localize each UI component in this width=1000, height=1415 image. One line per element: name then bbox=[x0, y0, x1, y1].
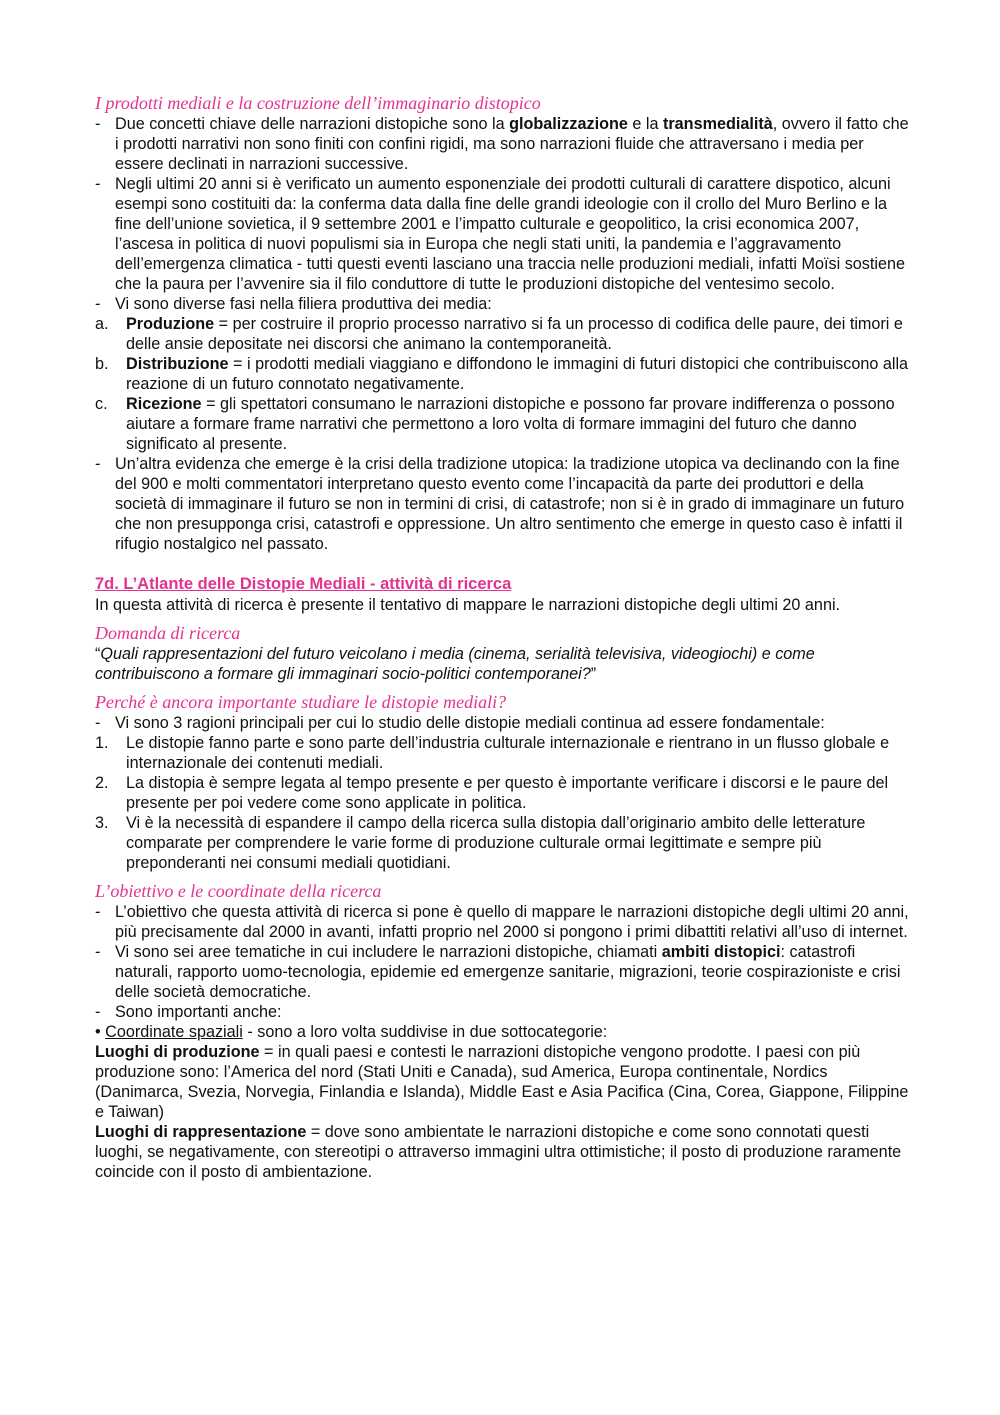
question-text: Quali rappresentazioni del futuro veicolano i media (cinema, serialità televisiva, videogiochi) e come contribuiscono a formare gli immaginari socio-politici contemporanei? bbox=[95, 645, 815, 683]
section-heading-atlante: 7d. L’Atlante delle Distopie Mediali - attività di ricerca bbox=[95, 575, 512, 593]
document-page bbox=[95, 93, 910, 1182]
definition-representation-places bbox=[95, 1122, 910, 1182]
bold-term: transmedialità bbox=[662, 115, 773, 133]
number-marker: 2. bbox=[95, 774, 109, 792]
text-run: Un’altra evidenza che emerge è la crisi della tradizione utopica: la tradizione utopica va declinando con la fine del 900 e molti commentatori interpretano questo evento come l’incapacità da parte dei produttori e della società di immaginare il futuro se non in termini di crisi, di catastrofe; non si è in grado di immaginare un futuro che non presupponga crisi, catastrofi e oppressione. Un altro sentimento che emerge in questo caso è infatti il rifugio nostalgico nel passato. bbox=[115, 455, 905, 553]
list-item bbox=[95, 454, 910, 554]
text-run: La distopia è sempre legata al tempo presente e per questo è importante verificare i discorsi e le paure del presente per poi vedere come sono applicate in politica. bbox=[126, 774, 889, 812]
dash-marker: - bbox=[95, 455, 101, 473]
dash-marker: - bbox=[95, 115, 101, 133]
research-question bbox=[95, 644, 910, 684]
dash-marker: - bbox=[95, 903, 101, 921]
list-item bbox=[95, 902, 910, 942]
section-heading-obiettivo: L’obiettivo e le coordinate della ricerca bbox=[95, 881, 382, 901]
dash-marker: - bbox=[95, 714, 101, 732]
bold-term: Ricezione bbox=[126, 395, 202, 413]
text-run: - sono a loro volta suddivise in due sottocategorie: bbox=[242, 1023, 608, 1041]
text-run: Le distopie fanno parte e sono parte dell’industria culturale internazionale e rientrano in un flusso globale e internazionale dei contenuti mediali. bbox=[126, 734, 890, 772]
phase-item-distribution bbox=[95, 354, 910, 394]
letter-marker: c. bbox=[95, 395, 108, 413]
list-item bbox=[95, 174, 910, 294]
section-heading-prodotti-mediali: I prodotti mediali e la costruzione dell’immaginario distopico bbox=[95, 93, 541, 113]
number-marker: 3. bbox=[95, 814, 109, 832]
bold-term: Luoghi di rappresentazione bbox=[95, 1123, 307, 1141]
number-marker: 1. bbox=[95, 734, 109, 752]
reason-item bbox=[95, 773, 910, 813]
text-run: e la bbox=[627, 115, 663, 133]
phase-item-reception bbox=[95, 394, 910, 454]
bold-term: ambiti distopici bbox=[661, 943, 781, 961]
phase-item-production bbox=[95, 314, 910, 354]
letter-marker: b. bbox=[95, 355, 109, 373]
text-run: = dove sono ambientate le narrazioni distopiche e come sono connotati questi luoghi, se negativamente, con stereotipi o attraverso immagini ultra ottimistiche; il posto di produzione raramente coincide con il posto di ambientazione. bbox=[95, 1123, 902, 1181]
bullet-line bbox=[95, 1022, 910, 1042]
text-run: Due concetti chiave delle narrazioni distopiche sono la bbox=[115, 115, 510, 133]
list-item bbox=[95, 114, 910, 174]
close-quote: ” bbox=[590, 665, 597, 683]
letter-marker: a. bbox=[95, 315, 109, 333]
text-run: Vi sono 3 ragioni principali per cui lo studio delle distopie mediali continua ad essere fondamentale: bbox=[115, 714, 825, 732]
reason-item bbox=[95, 813, 910, 873]
text-run: = per costruire il proprio processo narrativo si fa un processo di codifica delle paure, dei timori e delle ansie depositate nei discorsi che animano la contemporaneità. bbox=[126, 315, 903, 353]
dash-marker: - bbox=[95, 1003, 101, 1021]
text-run: , ovvero il fatto che i prodotti narrativi non sono finiti con confini rigidi, ma sono narrazioni fluide che attraversano i media per essere declinati in narrazioni successive. bbox=[115, 115, 909, 173]
text-run: Vi è la necessità di espandere il campo della ricerca sulla distopia dall’originario ambito delle letterature comparate per comprendere le varie forme di produzione culturale ormai legittimate e sempre più preponderanti nei consumi mediali quotidiani. bbox=[126, 814, 866, 872]
section-heading-domanda: Domanda di ricerca bbox=[95, 623, 241, 643]
dash-marker: - bbox=[95, 295, 101, 313]
text-run: Negli ultimi 20 anni si è verificato un aumento esponenziale dei prodotti culturali di carattere dispotico, alcuni esempi sono costituiti da: la conferma data dalla fine delle grandi ideologie con il crollo del Muro Berlino e la fine dell’unione sovietica, il 9 settembre 2001 e l’impatto culturale e geopolitico, la crisi economica 2007, l’ascesa in politica di nuovi populismi sia in Europa che negli stati uniti, la pandemia e l’aggravamento dell’emergenza climatica - tutti questi eventi lasciano una traccia nelle produzioni mediali, infatti Moïsi sostiene che la paura per l’avvenire sia il filo conduttore di tutte le produzioni distopiche del ventesimo secolo. bbox=[115, 175, 905, 293]
list-item bbox=[95, 942, 910, 1002]
list-item bbox=[95, 294, 910, 314]
bold-term: globalizzazione bbox=[509, 115, 628, 133]
reason-item bbox=[95, 733, 910, 773]
text-run: L’obiettivo che questa attività di ricerca si pone è quello di mappare le narrazioni distopiche degli ultimi 20 anni, più precisamente dal 2000 in avanti, infatti proprio nel 2000 si pongono i primi dibattiti relativi all’uso di internet. bbox=[115, 903, 909, 941]
list-item bbox=[95, 1002, 910, 1022]
underlined-term: Coordinate spaziali bbox=[105, 1023, 243, 1041]
dash-marker: - bbox=[95, 175, 101, 193]
definition-production-places bbox=[95, 1042, 910, 1122]
text-run: Sono importanti anche: bbox=[115, 1003, 282, 1021]
bold-term: Distribuzione bbox=[126, 355, 229, 373]
text-run: = gli spettatori consumano le narrazioni distopiche e possono far provare indifferenza o possono aiutare a formare frame narrativi che permettono a loro volta di formare immagini del futuro che danno significato al presente. bbox=[126, 395, 895, 453]
open-quote: “ bbox=[95, 645, 101, 663]
text-run: = in quali paesi e contesti le narrazioni distopiche vengono prodotte. I paesi con più produzione sono: l’America del nord (Stati Uniti e Canada), sud America, Europa continentale, Nordics (Danimarca, Svezia, Norvegia, Finlandia e Islanda), Middle East e Asia Pacifica (Cina, Corea, Giappone, Filippine e Taiwan) bbox=[95, 1043, 909, 1121]
bold-term: Luoghi di produzione bbox=[95, 1043, 260, 1061]
list-item bbox=[95, 713, 910, 733]
bold-term: Produzione bbox=[126, 315, 215, 333]
text-run: = i prodotti mediali viaggiano e diffondono le immagini di futuri distopici che contribuiscono alla reazione di un futuro connotato negativamente. bbox=[126, 355, 909, 393]
section-heading-perche: Perché è ancora importante studiare le distopie mediali? bbox=[95, 692, 507, 712]
text-run: Vi sono diverse fasi nella filiera produttiva dei media: bbox=[115, 295, 492, 313]
bullet-dot: • bbox=[95, 1023, 101, 1041]
dash-marker: - bbox=[95, 943, 101, 961]
text-run: Vi sono sei aree tematiche in cui includere le narrazioni distopiche, chiamati bbox=[115, 943, 662, 961]
paragraph: In questa attività di ricerca è presente il tentativo di mappare le narrazioni distopiche degli ultimi 20 anni. bbox=[95, 596, 841, 614]
text-run: : catastrofi naturali, rapporto uomo-tecnologia, epidemie ed emergenze sanitarie, migrazioni, teorie cospirazioniste e crisi delle società democratiche. bbox=[115, 943, 901, 1001]
